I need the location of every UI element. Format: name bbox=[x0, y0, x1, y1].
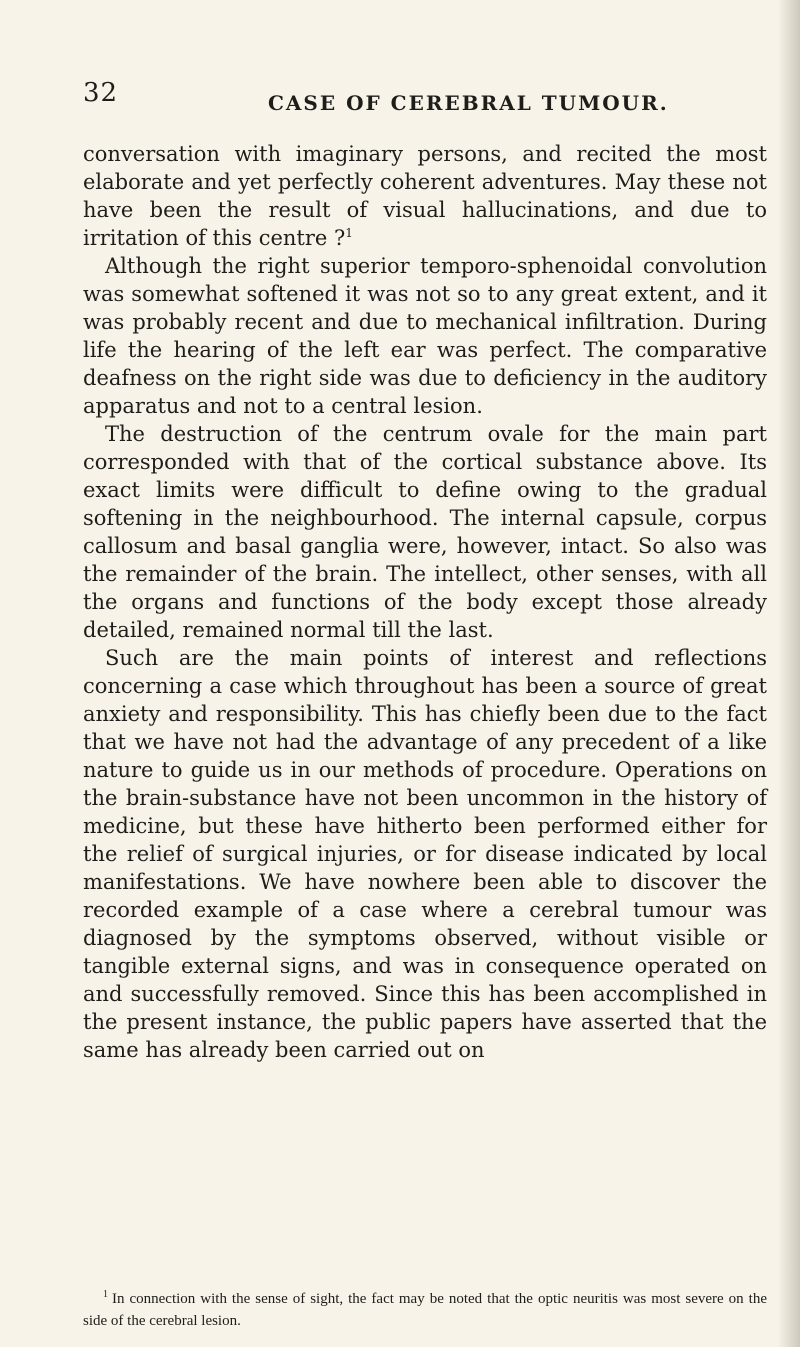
paragraph-3: The destruction of the centrum ovale for the main part corresponded with that of the cortical substance above. Its exact limits were difficult to define owing to the gradual softening in the neighbourhood. The internal capsule, corpus callosum and basal ganglia were, however, intact. So also was the remainder of the brain. The intellect, other senses, with all the organs and functions of the body except those already detailed, remained normal till the last. bbox=[83, 422, 767, 642]
footnote-reference: 1 bbox=[345, 226, 353, 240]
paragraph-4: Such are the main points of interest and reflections concerning a case which throughout has been a source of great anxiety and responsibility. This has chiefly been due to the fact that we have not had the advantage of any precedent of a like nature to guide us in our methods of procedure. Operations on the brain-substance have not been uncommon in the history of medicine, but these have hitherto been performed either for the relief of surgical injuries, or for disease indicated by local manifestations. We have nowhere been able to discover the recorded example of a case where a cerebral tumour was diagnosed by the symptoms observed, without visible or tangible external signs, and was in consequence operated on and successfully removed. Since this has been accomplished in the present instance, the public papers have asserted that the same has already been carried out on bbox=[83, 646, 767, 1062]
body-text bbox=[83, 140, 767, 1064]
paragraph-1 bbox=[83, 140, 767, 252]
footnote bbox=[83, 1288, 767, 1332]
footnote-mark: 1 bbox=[103, 1289, 108, 1300]
paragraph-1-text: conversation with imaginary persons, and recited the most elaborate and yet perfectly coherent adventures. May these not have been the result of visual hallucinations, and due to irritation of this centre ? bbox=[83, 142, 767, 250]
footnote-text: In connection with the sense of sight, the fact may be noted that the optic neuritis was most severe on the side of the cerebral lesion. bbox=[83, 1291, 767, 1329]
page-number: 32 bbox=[83, 78, 119, 108]
running-head: CASE OF CEREBRAL TUMOUR. bbox=[268, 91, 669, 115]
paragraph-2: Although the right superior temporo-sphenoidal convolution was somewhat softened it was not so to any great extent, and it was probably recent and due to mechanical infiltration. During life the hearing of the left ear was perfect. The comparative deafness on the right side was due to deficiency in the auditory apparatus and not to a central lesion. bbox=[83, 254, 767, 418]
page-edge-shadow bbox=[778, 0, 800, 1347]
